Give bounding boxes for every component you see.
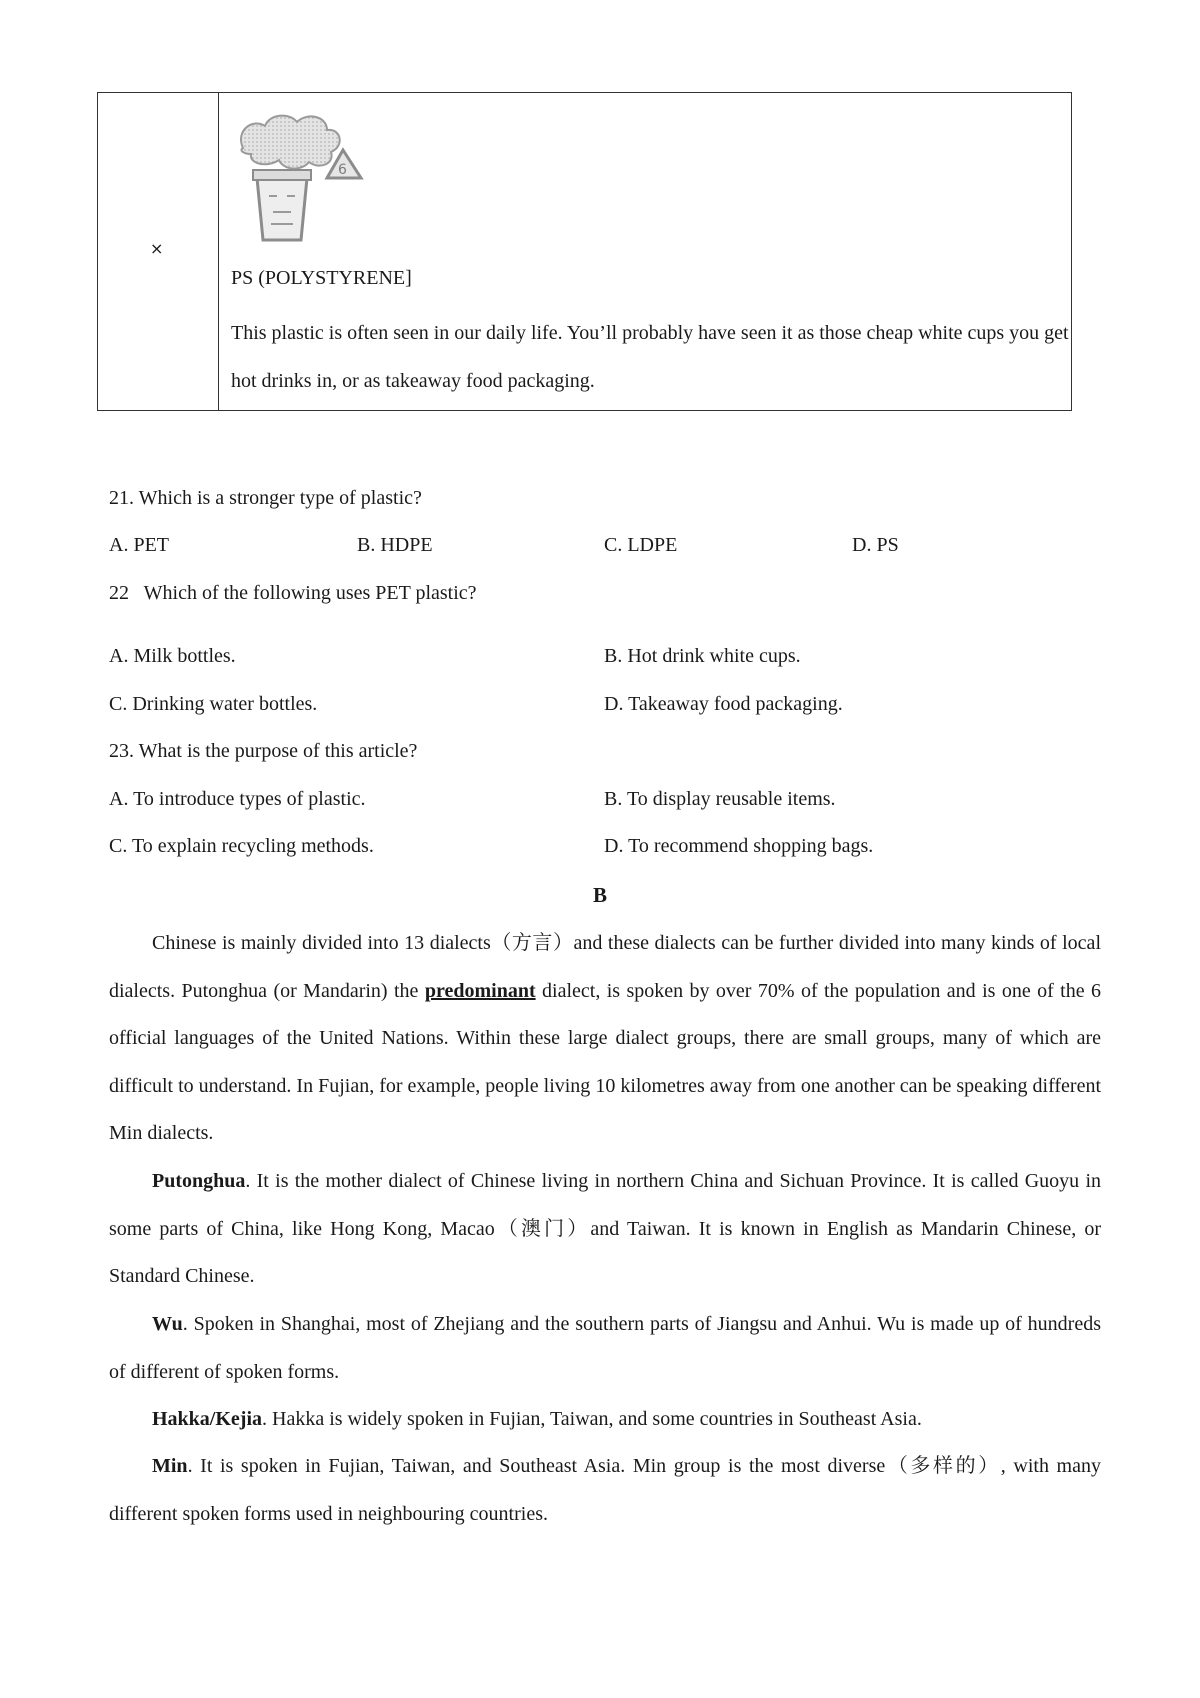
q22-option-c: C. Drinking water bottles.: [109, 693, 318, 715]
min-text: . It is spoken in Fujian, Taiwan, and Southeast Asia. Min group is the most diverse（多样的）, with many different spoken forms used in neighbouring countries.: [109, 1455, 1101, 1525]
question-23-stem: 23. What is the purpose of this article?: [109, 740, 418, 762]
q21-option-a: A. PET: [109, 534, 169, 556]
paragraph-1-text-a: Chinese is mainly divided into 13 dialects（方言）and these dialects can be further divided into many kinds of local dialects. Putonghua (or Mandarin) the: [109, 932, 1101, 1002]
plastic-description: This plastic is often seen in our daily life. You’ll probably have seen it as those cheap white cups you get hot drinks in, or as takeaway food packaging.: [231, 322, 1069, 392]
passage-paragraph-putonghua: [109, 1158, 1101, 1301]
q21-option-b: B. HDPE: [357, 534, 433, 556]
term-min: Min: [152, 1455, 188, 1477]
q23-option-d: D. To recommend shopping bags.: [604, 835, 874, 857]
q22-option-b: B. Hot drink white cups.: [604, 645, 801, 667]
q23-option-a: A. To introduce types of plastic.: [109, 788, 366, 810]
q23-option-b: B. To display reusable items.: [604, 788, 836, 810]
question-22-stem: 22 Which of the following uses PET plastic?: [109, 582, 477, 604]
q22-option-d: D. Takeaway food packaging.: [604, 693, 843, 715]
question-21-stem: 21. Which is a stronger type of plastic?: [109, 487, 422, 509]
q22-option-a: A. Milk bottles.: [109, 645, 236, 667]
passage-paragraph-min: [109, 1443, 1101, 1538]
passage-paragraph-hakka: [109, 1396, 1101, 1444]
underlined-word: predominant: [424, 979, 536, 1002]
term-putonghua: Putonghua: [152, 1170, 246, 1192]
passage-paragraph-1: [109, 920, 1101, 1158]
term-wu: Wu: [152, 1313, 183, 1335]
hakka-text: . Hakka is widely spoken in Fujian, Taiwan, and some countries in Southeast Asia.: [262, 1408, 922, 1430]
plastic-table: [97, 92, 1072, 411]
q21-option-c: C. LDPE: [604, 534, 678, 556]
section-b-heading: B: [592, 883, 607, 907]
svg-text:6: 6: [338, 162, 347, 178]
q23-option-c: C. To explain recycling methods.: [109, 835, 374, 857]
cross-mark: ×: [150, 239, 164, 258]
term-hakka: Hakka/Kejia: [152, 1408, 263, 1430]
plastic-title: PS (POLYSTYRENE]: [231, 267, 412, 289]
paragraph-1-text-b: dialect, is spoken by over 70% of the population and is one of the 6 official languages of the United Nations. Within these large dialect groups, there are small groups, many of which are difficult to understand. In Fujian, for example, people living 10 kilometres away from one another can be speaking different Min dialects.: [109, 979, 1102, 1145]
table-right-cell: [219, 93, 1071, 410]
polystyrene-cup-illustration: [231, 108, 381, 246]
q21-option-d: D. PS: [852, 534, 899, 556]
wu-text: . Spoken in Shanghai, most of Zhejiang and the southern parts of Jiangsu and Anhui. Wu is made up of hundreds of different of spoken forms.: [109, 1313, 1101, 1383]
passage-paragraph-wu: [109, 1301, 1101, 1396]
table-left-cell: [98, 93, 219, 410]
putonghua-text: . It is the mother dialect of Chinese living in northern China and Sichuan Province. It is called Guoyu in some parts of China, like Hong Kong, Macao（澳门）and Taiwan. It is known in English as Mandarin Chinese, or Standard Chinese.: [109, 1170, 1101, 1288]
